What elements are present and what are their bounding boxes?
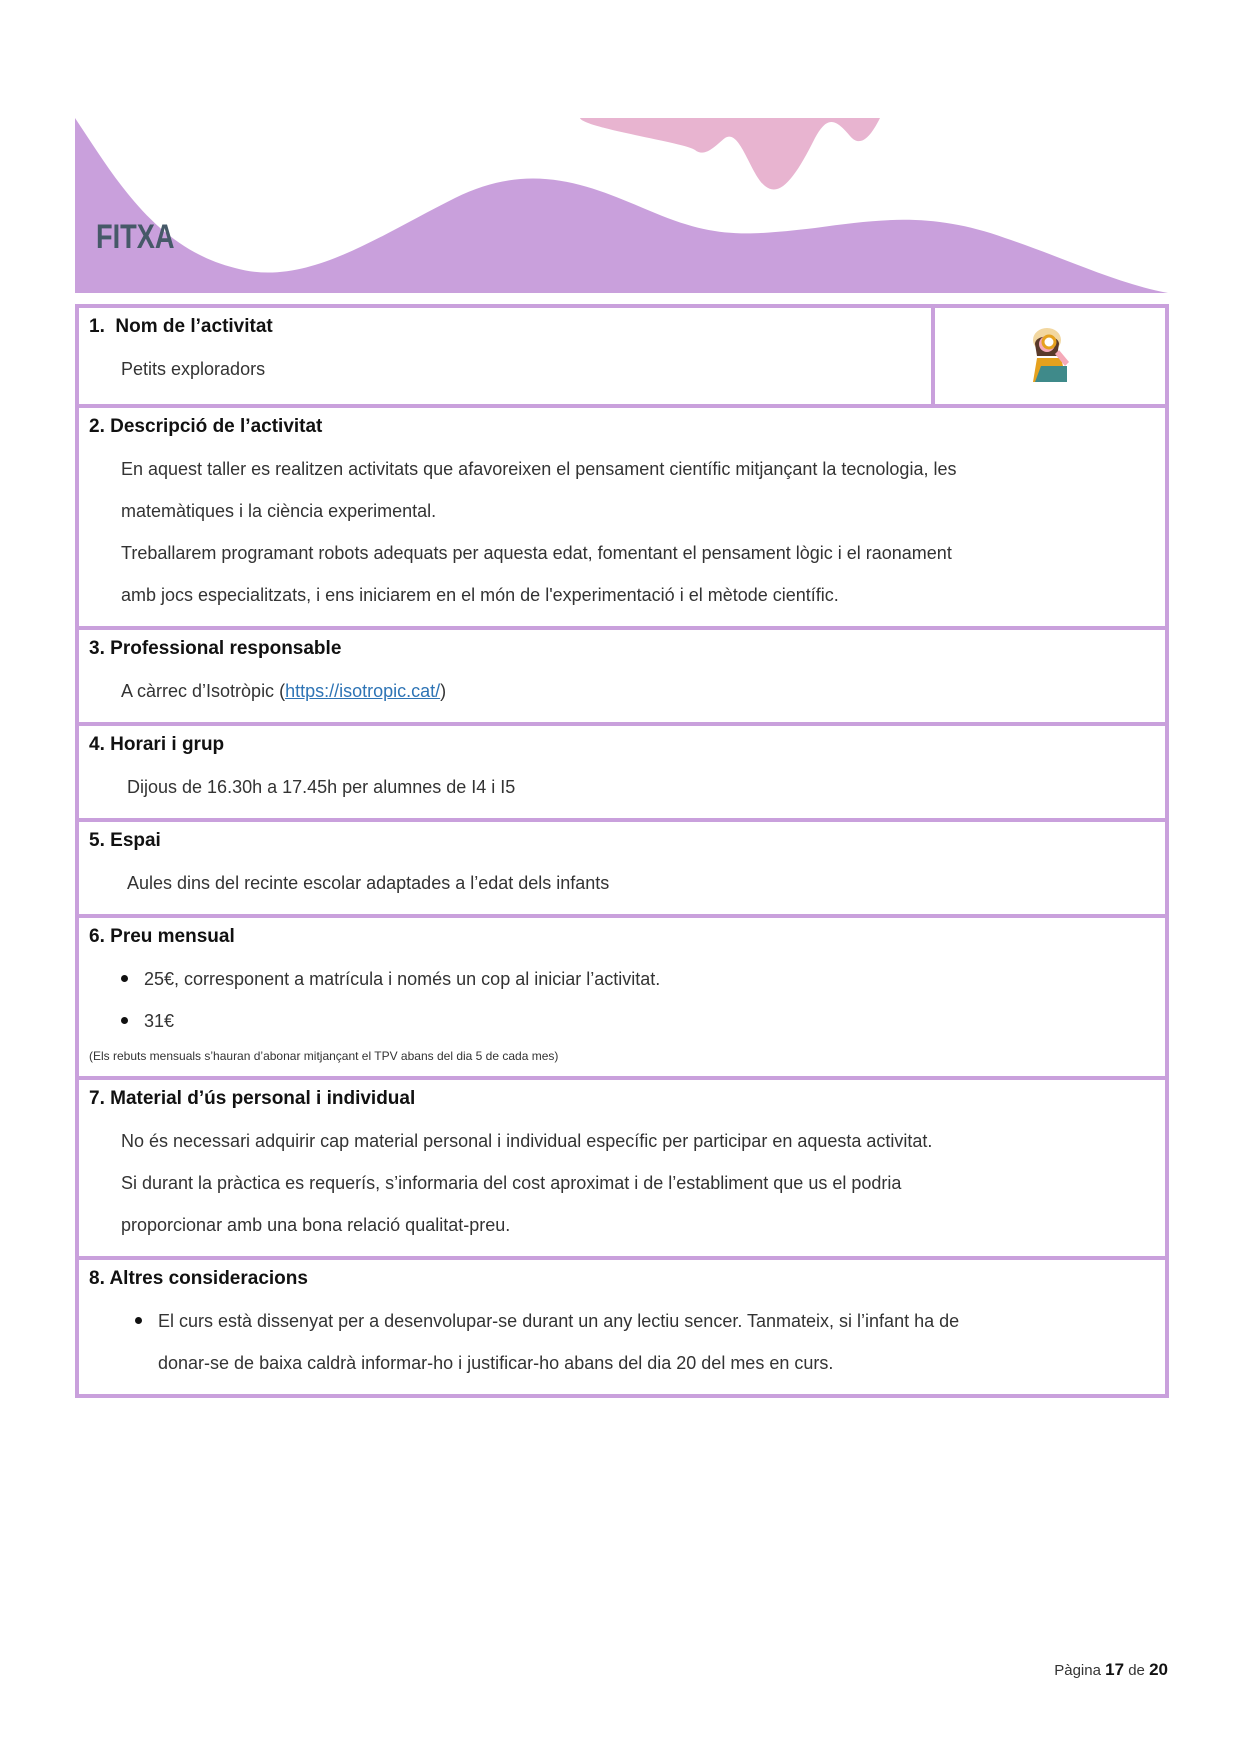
section-title: 1. Nom de l’activitat — [89, 316, 273, 337]
bullet-icon — [121, 975, 128, 982]
isotropic-link[interactable]: https://isotropic.cat/ — [285, 681, 441, 701]
price-note: (Els rebuts mensuals s’hauran d’abonar mitjançant el TPV abans del dia 5 de cada mes) — [89, 1049, 559, 1063]
section-title: 2. Descripció de l’activitat — [89, 416, 323, 437]
activity-name: Petits exploradors — [121, 359, 266, 379]
section-description — [79, 404, 1165, 626]
description-line: amb jocs especialitzats, i ens iniciarem en el món de l'experimentació i el mètode científic. — [121, 585, 839, 605]
schedule-text: Dijous de 16.30h a 17.45h per alumnes de I4 i I5 — [127, 777, 516, 797]
section-title: 4. Horari i grup — [89, 734, 225, 755]
section-material — [79, 1076, 1165, 1256]
material-line: Si durant la pràctica es requerís, s’informaria del cost aproximat i de l’establiment que us el podria — [121, 1173, 902, 1193]
section-title: 3. Professional responsable — [89, 638, 342, 659]
consideration-item — [89, 1300, 1151, 1384]
section-activity-name — [79, 308, 1165, 404]
description-line: En aquest taller es realitzen activitats que afavoreixen el pensament científic mitjançant la tecnologia, les — [121, 459, 957, 479]
space-text: Aules dins del recinte escolar adaptades a l’edat dels infants — [127, 873, 610, 893]
activity-image — [935, 308, 1165, 404]
section-price — [79, 914, 1165, 1076]
material-line: proporcionar amb una bona relació qualitat-preu. — [121, 1215, 511, 1235]
section-title: 7. Material d’ús personal i individual — [89, 1088, 416, 1109]
section-title: 8. Altres consideracions — [89, 1268, 308, 1289]
bullet-icon — [121, 1017, 128, 1024]
section-space — [79, 818, 1165, 914]
section-schedule — [79, 722, 1165, 818]
section-title: 5. Espai — [89, 830, 161, 851]
material-line: No és necessari adquirir cap material personal i individual específic per participar en aquesta activitat. — [121, 1131, 933, 1151]
header-title: FITXA — [96, 218, 175, 256]
purple-wave-shape — [75, 118, 1168, 293]
section-professional — [79, 626, 1165, 722]
activity-form — [75, 304, 1169, 1398]
section-title: 6. Preu mensual — [89, 926, 235, 947]
bullet-icon — [135, 1317, 142, 1324]
price-item: 25€, corresponent a matrícula i només un cop al iniciar l’activitat. — [89, 958, 1151, 1000]
explorer-girl-icon — [1027, 326, 1073, 386]
price-item: 31€ — [89, 1000, 1151, 1042]
wave-decoration — [75, 118, 1168, 293]
professional-text: A càrrec d’Isotròpic (https://isotropic.cat/) — [121, 681, 447, 701]
header-banner — [75, 118, 1168, 293]
consideration-text: El curs està dissenyat per a desenvolupar-se durant un any lectiu sencer. Tanmateix, si l’infant ha de donar-se de baixa caldrà informar-ho i justificar-ho abans del dia 20 del mes en curs. — [158, 1311, 960, 1373]
pink-drip-shape — [580, 118, 880, 189]
page-number: Pàgina 17 de 20 — [1054, 1660, 1168, 1679]
section-other — [79, 1256, 1165, 1394]
description-line: matemàtiques i la ciència experimental. — [121, 501, 437, 521]
description-line: Treballarem programant robots adequats per aquesta edat, fomentant el pensament lògic i el raonament — [121, 543, 952, 563]
